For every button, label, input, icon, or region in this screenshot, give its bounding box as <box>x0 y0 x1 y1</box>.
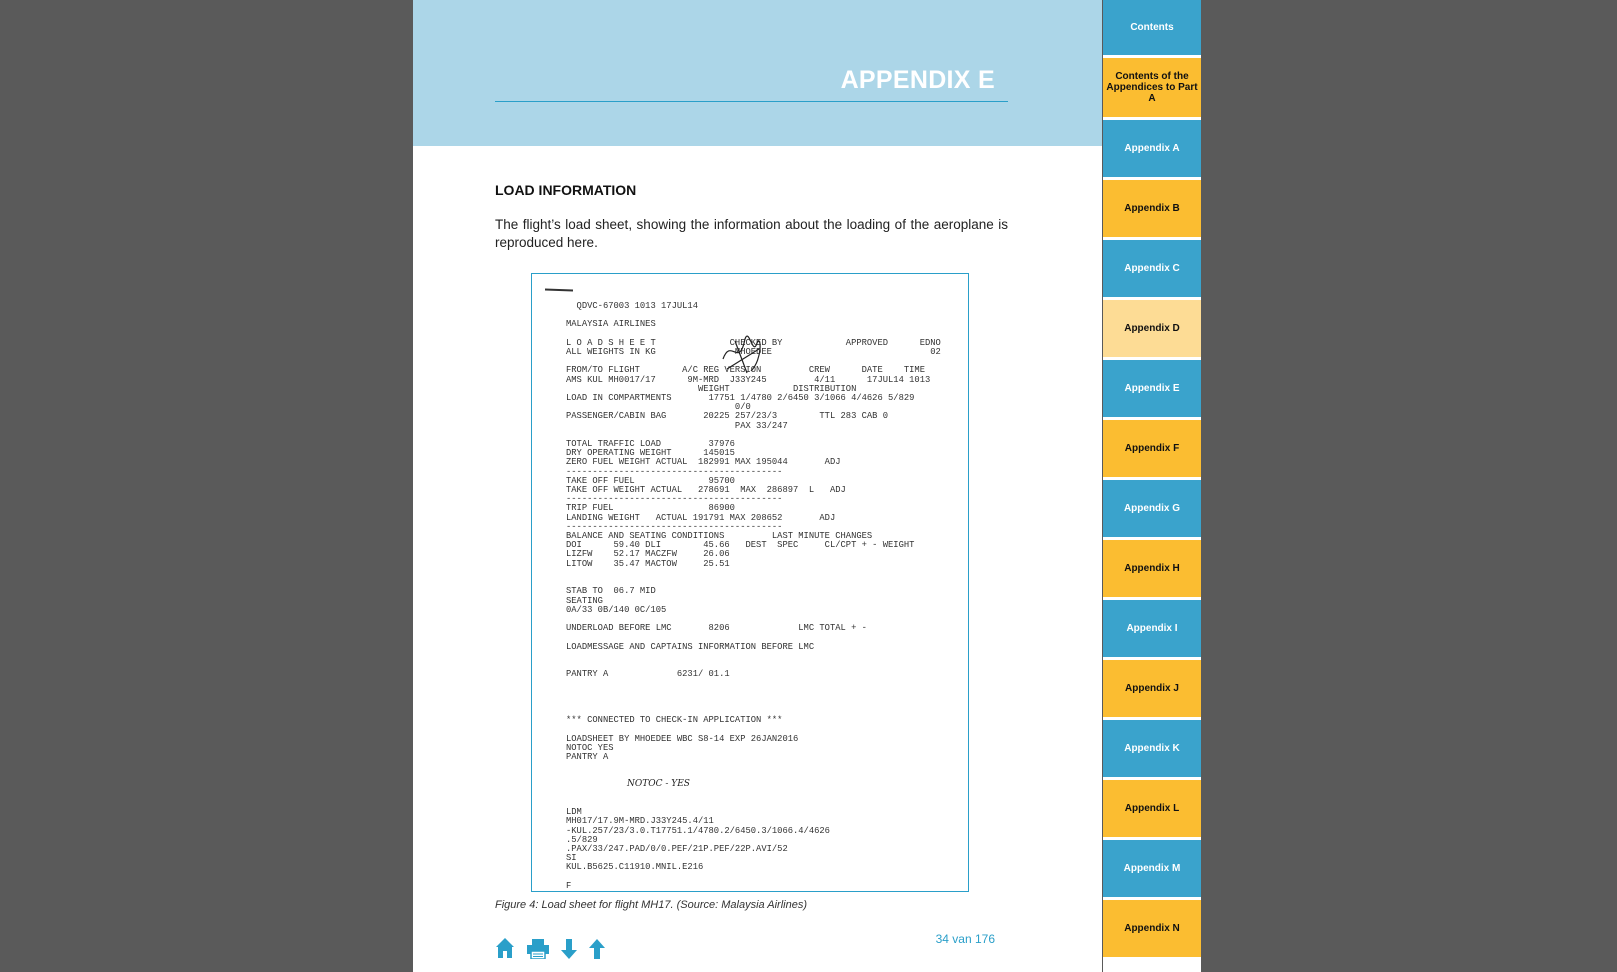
sidebar-tab-appendix-i[interactable]: Appendix I <box>1103 600 1201 657</box>
sidebar-tab-appendix-j[interactable]: Appendix J <box>1103 660 1201 717</box>
arrow-down-icon[interactable] <box>561 939 577 964</box>
appendix-sidebar <box>1103 0 1201 972</box>
arrow-up-icon[interactable] <box>589 939 605 964</box>
sidebar-tab-appendix-b[interactable]: Appendix B <box>1103 180 1201 237</box>
sidebar-tab-appendix-k[interactable]: Appendix K <box>1103 720 1201 777</box>
signature-scribble <box>717 329 767 377</box>
home-icon[interactable] <box>495 937 515 964</box>
sidebar-tab-contents-of-the-appendices-to-part-a[interactable]: Contents of the Appendices to Part A <box>1103 58 1201 117</box>
page-number: 34 van 176 <box>935 932 995 946</box>
print-icon[interactable] <box>527 939 549 964</box>
sidebar-tab-appendix-d[interactable]: Appendix D <box>1103 300 1201 357</box>
figure-caption: Figure 4: Load sheet for flight MH17. (Source: Malaysia Airlines) <box>495 899 808 911</box>
sidebar-tab-appendix-e[interactable]: Appendix E <box>1103 360 1201 417</box>
sidebar-tab-appendix-m[interactable]: Appendix M <box>1103 840 1201 897</box>
loadsheet-scan-text: QDVC-67003 1013 17JUL14 MALAYSIA AIRLINES L O A D S H E E T CHECKED BY APPROVED EDNO ALL WEIGHTS IN KG MHOEDEE 02 FROM/TO FLIGHT A/C REG VERSION CREW DATE TIME AMS KUL MH0017/17 9M-MRD J33Y245 4/11 17JUL14 1013 WEIGHT DISTRIBUTION LOAD IN COMPARTMENTS 17751 1/4780 2/6450 3/1066 4/4626 5/829 0/0 PASSENGER/CABIN BAG 20225 257/23/3 TTL 283 CAB 0 PAX 33/247 TOTAL TRAFFIC LOAD 37976 DRY OPERATING WEIGHT 145015 ZERO FUEL WEIGHT ACTUAL 182991 MAX 195044 ADJ ----------------------------------------- TAKE OFF FUEL 95700 TAKE OFF WEIGHT ACTUAL 278691 MAX 286897 L ADJ ----------------------------------------- TRIP FUEL 86900 LANDING WEIGHT ACTUAL 191791 MAX 208652 ADJ ----------------------------------------- BALANCE AND SEATING CONDITIONS LAST MINUTE CHANGES DOI 59.40 DLI 45.66 DEST SPEC CL/CPT + - WEIGHT LIZFW 52.17 MACZFW 26.06 LITOW 35.47 MACTOW 25.51 STAB TO 06.7 MID SEATING 0A/33 0B/140 0C/105 UNDERLOAD BEFORE LMC 8206 LMC TOTAL + - LOADMESSAGE AND CAPTAINS INFORMATION BEFORE LMC PANTRY A 6231/ 01.1 *** CONNECTED TO CHECK-IN APPLICATION *** LOADSHEET BY MHOEDEE WBC S8-14 EXP 26JAN2016 NOTOC YES PANTRY A LDM MH017/17.9M-MRD.J33Y245.4/11 -KUL.257/23/3.0.T17751.1/4780.2/6450.3/1066.4/4626 .5/829 .PAX/33/247.PAD/0/0.PEF/21P.PEF/22P.AVI/52 SI KUL.B5625.C11910.MNIL.E216 F <box>566 301 941 891</box>
header-divider <box>495 101 1008 102</box>
handwritten-note <box>627 779 690 789</box>
sidebar-tab-contents[interactable]: Contents <box>1103 0 1201 55</box>
sidebar-tab-appendix-h[interactable]: Appendix H <box>1103 540 1201 597</box>
intro-paragraph: The flight’s load sheet, showing the information about the loading of the aeroplane is reproduced here. <box>495 217 1008 250</box>
sidebar-tab-appendix-c[interactable]: Appendix C <box>1103 240 1201 297</box>
section-heading: LOAD INFORMATION <box>495 182 637 198</box>
sidebar-tab-appendix-f[interactable]: Appendix F <box>1103 420 1201 477</box>
handwritten-note-scribble: YES <box>671 779 690 789</box>
document-page <box>413 0 1102 972</box>
nav-toolbar <box>495 937 605 964</box>
sidebar-tab-appendix-a[interactable]: Appendix A <box>1103 120 1201 177</box>
loadsheet-figure <box>531 273 969 892</box>
header-band <box>413 0 1102 146</box>
page-title: APPENDIX E <box>840 66 995 94</box>
sidebar-tab-appendix-l[interactable]: Appendix L <box>1103 780 1201 837</box>
sidebar-tab-appendix-g[interactable]: Appendix G <box>1103 480 1201 537</box>
handwritten-note-label: NOTOC - <box>627 779 672 789</box>
pen-mark <box>545 289 573 292</box>
sidebar-tab-appendix-n[interactable]: Appendix N <box>1103 900 1201 957</box>
